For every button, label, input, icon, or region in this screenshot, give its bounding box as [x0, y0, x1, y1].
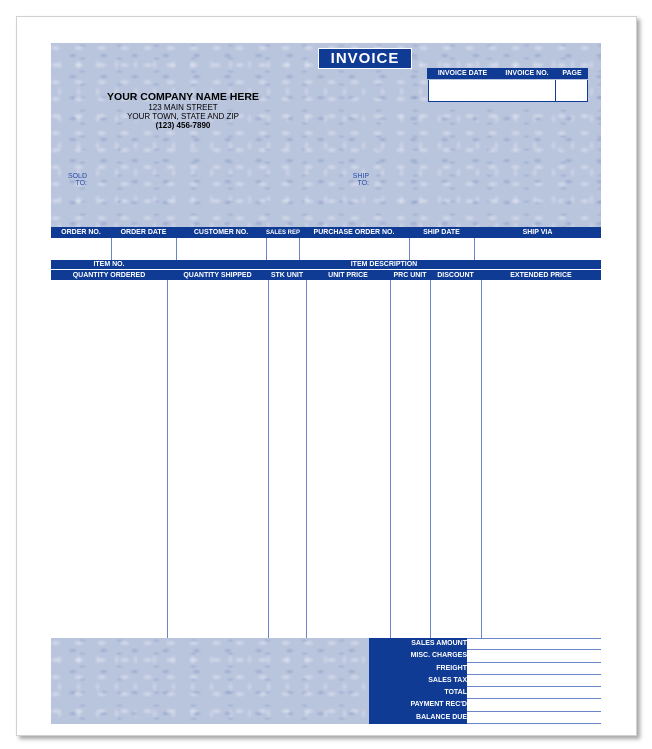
- line-column-divider: [306, 280, 307, 638]
- invoice-title: INVOICE: [318, 48, 412, 69]
- line-header-discount: DISCOUNT: [437, 271, 474, 279]
- meta-header-invoice-date: INVOICE DATE: [437, 70, 488, 77]
- totals-row-line: [467, 698, 601, 699]
- ship-to-label: [347, 173, 369, 187]
- totals-label: BALANCE DUE: [416, 713, 467, 721]
- invoice-form: [16, 16, 637, 736]
- line-column-divider: [167, 280, 168, 638]
- totals-label: TOTAL: [444, 689, 467, 697]
- line-column-divider: [268, 280, 269, 638]
- order-header-ship-date: SHIP DATE: [423, 229, 460, 236]
- totals-top-line: [467, 638, 601, 639]
- totals-row-line: [467, 649, 601, 650]
- totals-label: FREIGHT: [436, 664, 467, 672]
- order-divider: [474, 238, 475, 260]
- totals-row-line: [467, 662, 601, 663]
- ship-label-line2: TO:: [357, 180, 369, 187]
- order-header-ship-via: SHIP VIA: [522, 229, 553, 236]
- line-header-prc-unit: PRC UNIT: [393, 271, 427, 279]
- order-header-order-no: ORDER NO.: [61, 229, 101, 236]
- company-name: YOUR COMPANY NAME HERE: [107, 91, 259, 103]
- order-header-po-no: PURCHASE ORDER NO.: [313, 229, 395, 236]
- item-header-description: ITEM DESCRIPTION: [350, 261, 418, 268]
- line-header-stk-unit: STK UNIT: [270, 271, 304, 279]
- totals-label: SALES AMOUNT: [411, 640, 467, 647]
- totals-row-line: [467, 686, 601, 687]
- footer-marble-area: [51, 638, 369, 724]
- order-divider: [111, 238, 112, 260]
- ship-label-line1: SHIP: [352, 173, 369, 180]
- line-header-qty-shipped: QUANTITY SHIPPED: [183, 271, 252, 279]
- invoice-meta-header: [427, 68, 588, 79]
- order-header-order-date: ORDER DATE: [120, 229, 167, 236]
- item-header-item-no: ITEM NO.: [93, 261, 125, 268]
- order-header-sales-rep: SALES REP: [266, 229, 301, 236]
- page-field[interactable]: [556, 80, 588, 102]
- invoice-meta-box: [427, 68, 588, 102]
- line-items-body[interactable]: [51, 280, 601, 638]
- totals-row-line: [467, 711, 601, 712]
- meta-header-page: PAGE: [562, 70, 582, 77]
- invoice-no-field[interactable]: [499, 80, 556, 102]
- order-header-customer-no: CUSTOMER NO.: [193, 229, 249, 236]
- totals-values-column[interactable]: [467, 638, 601, 724]
- totals-label: SALES TAX: [428, 676, 467, 684]
- line-column-divider: [390, 280, 391, 638]
- sold-label-line1: SOLD: [67, 173, 87, 180]
- totals-label-column: [369, 638, 467, 724]
- item-header-bar: [51, 260, 601, 269]
- order-header-bar: [51, 227, 601, 238]
- company-city: YOUR TOWN, STATE AND ZIP: [127, 112, 239, 121]
- totals-row-line: [467, 723, 601, 724]
- sold-to-label: [65, 173, 87, 187]
- order-divider: [176, 238, 177, 260]
- line-column-divider: [430, 280, 431, 638]
- company-street: 123 MAIN STREET: [148, 103, 218, 112]
- line-header-extended-price: EXTENDED PRICE: [510, 271, 572, 279]
- order-divider: [409, 238, 410, 260]
- line-header-qty-ordered: QUANTITY ORDERED: [72, 271, 146, 279]
- totals-row-line: [467, 674, 601, 675]
- company-block: [93, 91, 273, 130]
- order-info-row[interactable]: [51, 238, 601, 260]
- sold-label-line2: TO:: [75, 180, 87, 187]
- totals-label: PAYMENT REC'D: [410, 701, 467, 709]
- order-divider: [299, 238, 300, 260]
- line-items-header-bar: [51, 270, 601, 280]
- totals-label: MISC. CHARGES: [410, 652, 467, 660]
- order-divider: [266, 238, 267, 260]
- line-column-divider: [481, 280, 482, 638]
- invoice-date-field[interactable]: [428, 80, 500, 102]
- line-header-unit-price: UNIT PRICE: [328, 271, 368, 279]
- company-phone: (123) 456-7890: [155, 121, 211, 130]
- meta-header-invoice-no: INVOICE NO.: [505, 70, 549, 77]
